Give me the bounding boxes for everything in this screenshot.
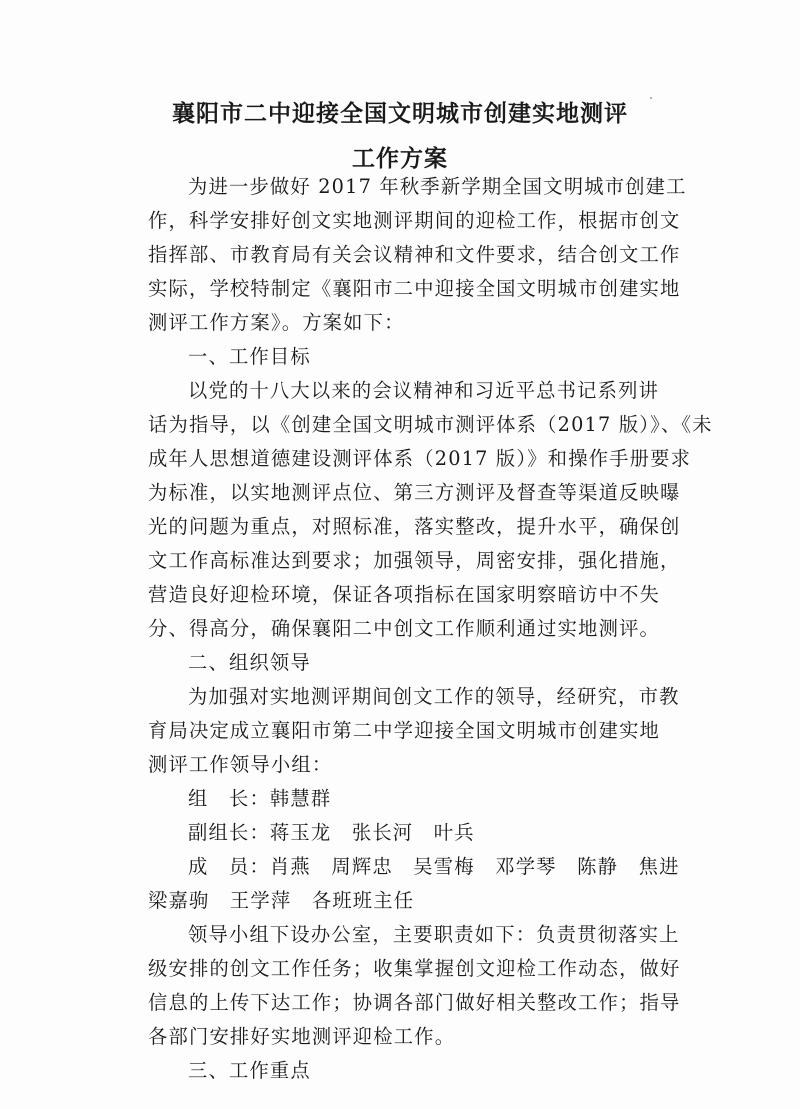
body-line: 文工作高标准达到要求；加强领导，周密安排，强化措施， <box>148 549 681 572</box>
body-line: 作，科学安排好创文实地测评期间的迎检工作，根据市创文 <box>148 209 681 232</box>
body-line: 实际，学校特制定《襄阳市二中迎接全国文明城市创建实地 <box>148 277 681 300</box>
body-line: 各部门安排好实地测评迎检工作。 <box>148 1025 456 1048</box>
deputy-leader-line: 副组长：蒋玉龙 张长河 叶兵 <box>188 821 475 844</box>
body-line: 为进一步做好 2017 年秋季新学期全国文明城市创建工 <box>188 175 687 198</box>
body-line: 营造良好迎检环境，保证各项指标在国家明察暗访中不失 <box>148 583 661 606</box>
leader-line: 组 长：韩慧群 <box>188 787 332 810</box>
body-line: 指挥部、市教育局有关会议精神和文件要求，结合创文工作 <box>148 243 681 266</box>
section-heading: 一、工作目标 <box>188 345 311 368</box>
body-line: 成年人思想道德建设测评体系（2017 版）》和操作手册要求 <box>148 447 692 470</box>
body-line: 为加强对实地测评期间创文工作的领导，经研究，市教 <box>188 685 680 708</box>
body-line: 话为指导，以《创建全国文明城市测评体系（2017 版）》、《未 <box>148 413 713 436</box>
body-line: 以党的十八大以来的会议精神和习近平总书记系列讲 <box>188 379 660 402</box>
body-line: 测评工作方案》。方案如下： <box>148 311 405 334</box>
document-title-line1: 襄阳市二中迎接全国文明城市创建实地测评 <box>172 100 628 127</box>
body-line: 级安排的创文工作任务；收集掌握创文迎检工作动态，做好 <box>148 957 681 980</box>
section-heading: 二、组织领导 <box>188 651 311 674</box>
body-line: 光的问题为重点，对照标准，落实整改，提升水平，确保创 <box>148 515 681 538</box>
body-line: 育局决定成立襄阳市第二中学迎接全国文明城市创建实地 <box>148 719 661 742</box>
members-line: 成 员：肖燕 周辉忠 吴雪梅 邓学琴 陈静 焦进 <box>188 855 680 878</box>
body-line: 领导小组下设办公室，主要职责如下：负责贯彻落实上 <box>188 923 680 946</box>
body-line: 分、得高分，确保襄阳二中创文工作顺利通过实地测评。 <box>148 617 661 640</box>
section-heading: 三、工作重点 <box>188 1059 311 1082</box>
body-line: 为标准，以实地测评点位、第三方测评及督查等渠道反映曝 <box>148 481 681 504</box>
document-title-line2: 工作方案 <box>352 145 448 172</box>
body-line: 信息的上传下达工作；协调各部门做好相关整改工作；指导 <box>148 991 681 1014</box>
members-line-cont: 梁嘉驹 王学萍 各班班主任 <box>148 889 415 912</box>
body-line: 测评工作领导小组： <box>148 753 333 776</box>
scan-speck <box>650 97 652 99</box>
